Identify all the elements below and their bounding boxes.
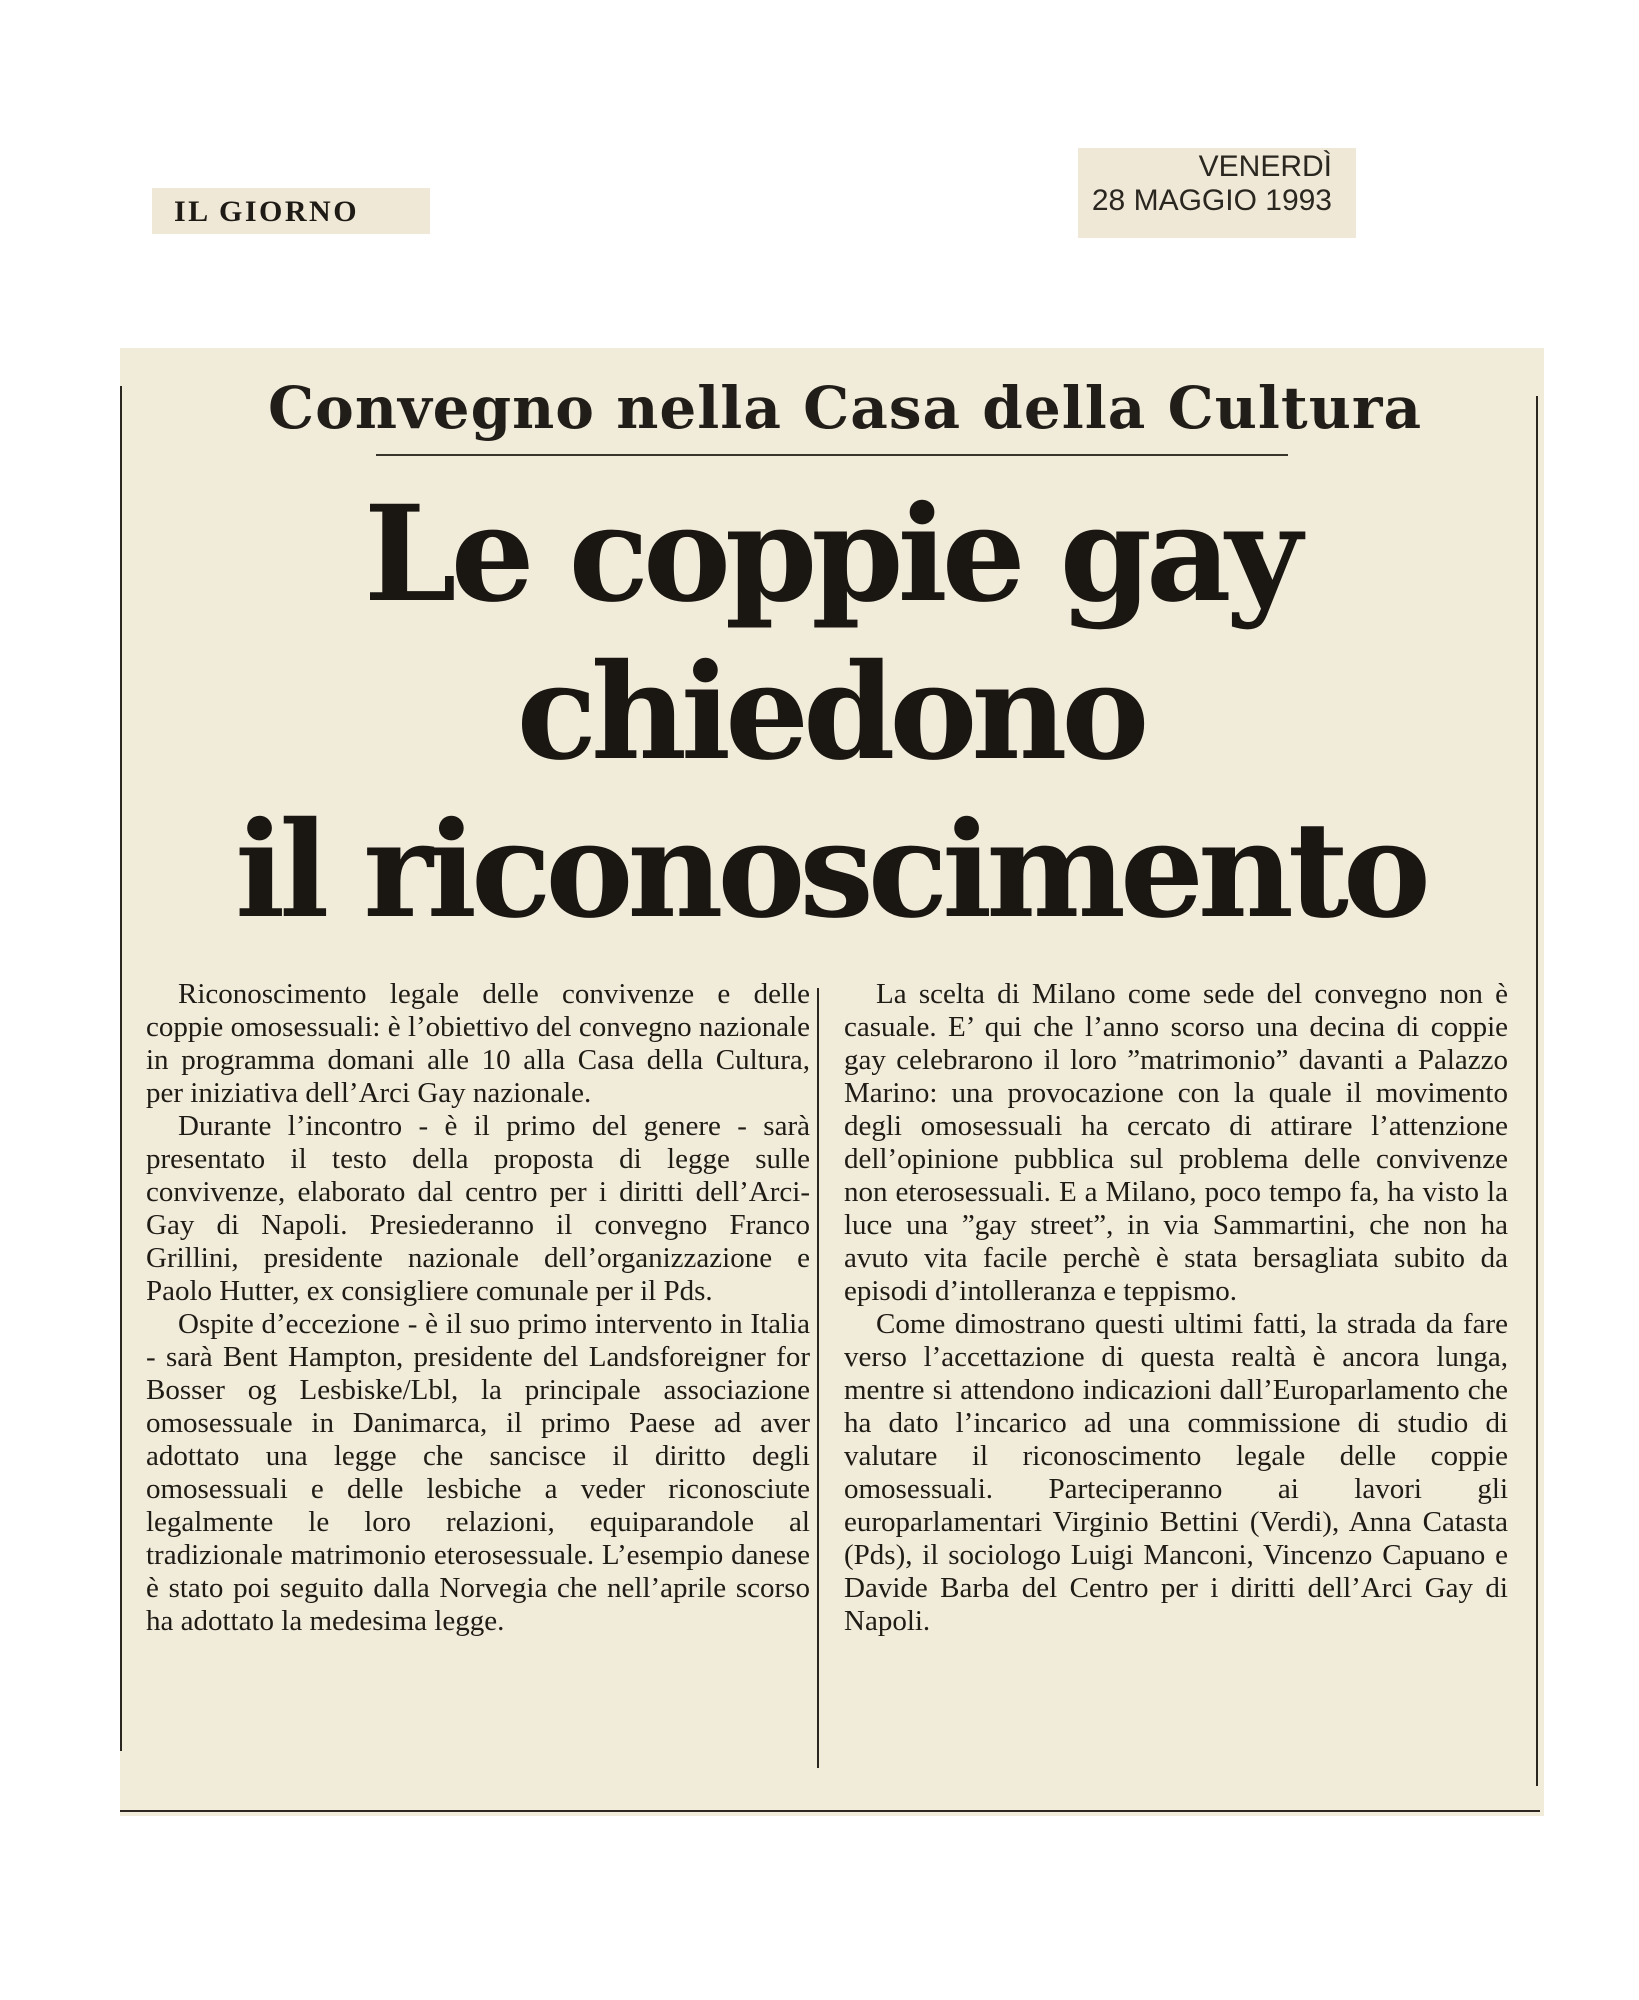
paragraph: Come dimostrano questi ultimi fatti, la strada da fare verso l’accettazione di questa realtà è ancora lunga, mentre si attendono indicazioni dall’Europarlamento che ha dato l’incarico ad una commissione di studio di valutare il riconoscimento legale delle coppie omosessuali. Parteciperanno ai lavori gli europarlamentari Virginio Bettini (Verdi), Anna Catasta (Pds), il sociologo Luigi Manconi, Vincenzo Capuano e Davide Barba del Centro per i diritti dell’Arci Gay di Napoli. <box>844 1308 1508 1637</box>
left-border-rule <box>120 386 122 1751</box>
article-clipping <box>120 348 1544 1816</box>
headline-line-2: chiedono <box>516 635 1144 790</box>
masthead-clipping <box>152 188 430 234</box>
right-border-rule <box>1536 396 1538 1786</box>
article-headline <box>160 476 1500 950</box>
dateline-date: 28 MAGGIO 1993 <box>1091 184 1332 217</box>
article-column-right <box>844 978 1508 1638</box>
article-column-left <box>146 978 810 1638</box>
dateline-clipping <box>1078 148 1356 238</box>
article-kicker: Convegno nella Casa della Cultura <box>267 374 1423 442</box>
headline-line-1: Le coppie gay <box>363 477 1297 632</box>
column-divider <box>817 988 819 1768</box>
paragraph: La scelta di Milano come sede del convegno non è casuale. E’ qui che l’anno scorso una decina di coppie gay celebrarono il loro ”matrimonio” davanti a Palazzo Marino: una provocazione con la quale il movimento degli omosessuali ha cercato di attirare l’attenzione dell’opinione pubblica sul problema delle convivenze non eterosessuali. E a Milano, poco tempo fa, ha visto la luce una ”gay street”, in via Sammartini, che non ha avuto vita facile perchè è stata bersagliata subito da episodi d’intolleranza e teppismo. <box>844 978 1508 1307</box>
paragraph: Ospite d’eccezione - è il suo primo intervento in Italia - sarà Bent Hampton, presidente del Landsforeigner for Bosser og Lesbiske/Lbl, la principale associazione omosessuale in Danimarca, il primo Paese ad aver adottato una legge che sancisce il diritto degli omosessuali e delle lesbiche a veder riconosciute legalmente le loro relazioni, equiparandole al tradizionale matrimonio eterosessuale. L’esempio danese è stato poi seguito dalla Norvegia che nell’aprile scorso ha adottato la medesima legge. <box>146 1308 810 1637</box>
headline-line-3: il riconoscimento <box>235 793 1425 948</box>
paragraph: Riconoscimento legale delle convivenze e delle coppie omosessuali: è l’obiettivo del convegno nazionale in programma domani alle 10 alla Casa della Cultura, per iniziativa dell’Arci Gay nazionale. <box>146 978 810 1109</box>
dateline-weekday: VENERDÌ <box>1198 150 1332 183</box>
kicker-underline <box>376 454 1288 456</box>
newspaper-name: IL GIORNO <box>174 195 360 228</box>
paragraph: Durante l’incontro - è il primo del genere - sarà presentato il testo della proposta di legge sulle convivenze, elaborato dal centro per i diritti dell’Arci-Gay di Napoli. Presiederanno il convegno Franco Grillini, presidente nazionale dell’organizzazione e Paolo Hutter, ex consigliere comunale per il Pds. <box>146 1110 810 1307</box>
bottom-border-rule <box>120 1810 1540 1812</box>
